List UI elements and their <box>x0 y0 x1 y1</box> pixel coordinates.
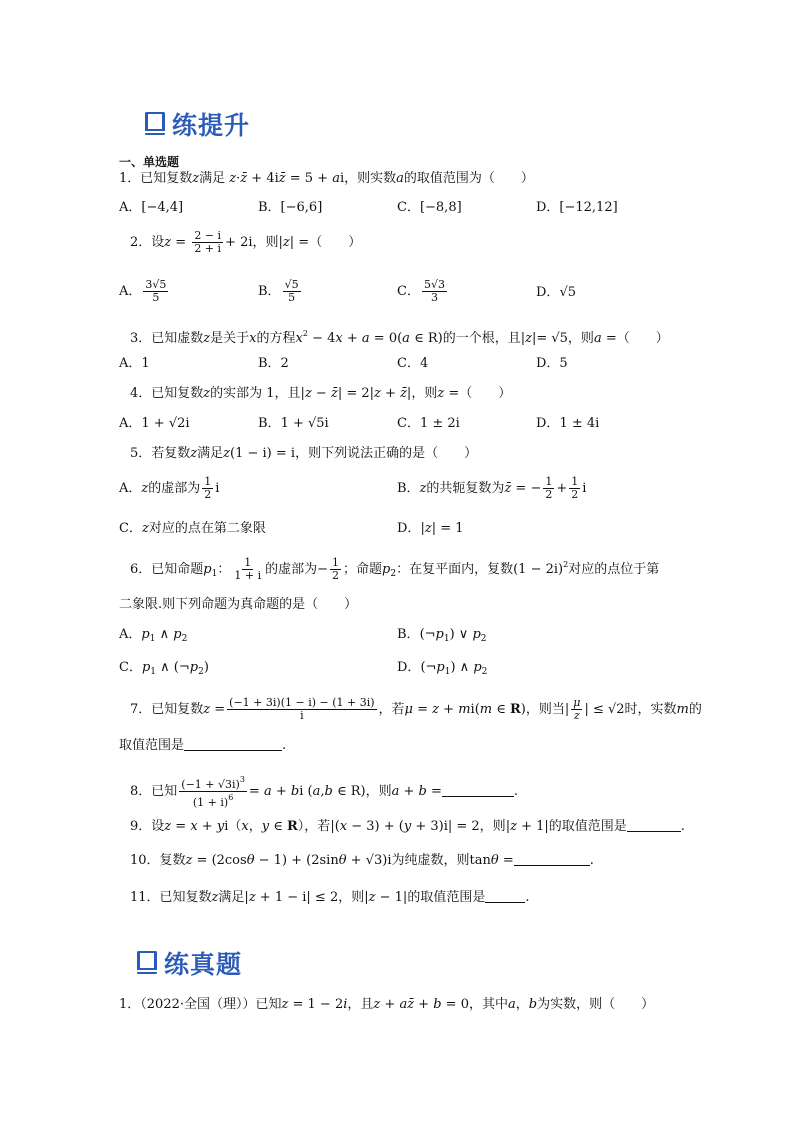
question-7-line2: 取值范围是 . <box>119 738 287 753</box>
question-8: 8．已知 $\frac{(-1 + √3i)^3}{(1 + i)^6}$ = a + bi (a,b ∈ R)，则a + b = . <box>130 775 519 809</box>
real-question-1: 1．（2022·全国（理））已知z = 1 − 2i，且z + az̄ + b = 0，其中a，b为实数，则（ ） <box>119 997 655 1012</box>
q1-option-a[interactable]: A．[−4,4] <box>119 200 184 215</box>
section-heading-practice-real <box>136 945 242 981</box>
heading-title: 练提升 <box>172 111 251 140</box>
q2-option-a[interactable]: A． $\frac{3√5}{5}$ <box>119 278 167 304</box>
q3-option-b[interactable]: B．2 <box>258 356 289 371</box>
question-5: 5．若复数z满足z(1 − i) = i，则下列说法正确的是（ ） <box>130 446 478 461</box>
q1-option-c[interactable]: C．[−8,8] <box>397 200 462 215</box>
q2-option-d[interactable]: D．√5 <box>536 285 576 300</box>
q6-option-d[interactable]: D．$(\neg p_1)$ ∧ $p_2$ <box>397 660 488 677</box>
question-2: 2．设z = $\frac{2 - i}{2 + i}$ + 2i，则|z| =（ ） <box>130 229 362 255</box>
book-icon <box>144 111 166 137</box>
q6-option-a[interactable]: A．$p_1$ ∧ $p_2$ <box>119 627 188 644</box>
q3-option-a[interactable]: A．1 <box>119 356 150 371</box>
question-7: 7．已知复数z = $\frac{(-1 + 3i)(1 - i) - (1 + 3i)}{i}$ ，若μ = z + mi(m ∈ R)，则当| $\frac{\mu}{z}$ | ≤ √2时，实数m的 <box>130 696 702 722</box>
question-10: 10．复数z = (2cosθ − 1) + (2sinθ + √3)i为纯虚数，则tanθ = . <box>130 853 594 868</box>
q3-option-c[interactable]: C．4 <box>397 356 429 371</box>
question-3: 3．已知虚数z是关于x的方程$x^2 - 4x + a = 0(a$ ∈ R)的一个根，且|z|= √5，则a =（ ） <box>130 329 669 346</box>
q8-answer-blank[interactable] <box>442 783 514 797</box>
q6-option-c[interactable]: C．$p_1$ ∧ $(\neg p_2)$ <box>119 660 209 677</box>
question-4: 4．已知复数z的实部为 1，且|z − z̄| = 2|z + z̄|，则z =（ ） <box>130 386 512 401</box>
q4-option-d[interactable]: D．1 ± 4i <box>536 416 600 431</box>
q5-option-c[interactable]: C．z对应的点在第二象限 <box>119 521 266 536</box>
section-heading-practice-improve <box>144 106 250 142</box>
q2-option-b[interactable]: B． $\frac{√5}{5}$ <box>258 278 299 304</box>
q6-option-b[interactable]: B．$(\neg p_1)$ ∨ $p_2$ <box>397 627 487 644</box>
question-6-line2: 二象限.则下列命题为真命题的是（ ） <box>119 597 358 612</box>
question-1: 1．已知复数z满足 z·z̄ + 4iz̄ = 5 + ai，则实数a的取值范围为（ ） <box>119 171 534 186</box>
question-11: 11．已知复数z满足|z + 1 − i| ≤ 2，则|z − 1|的取值范围是 . <box>130 890 530 905</box>
q5-option-b[interactable]: B．z的共轭复数为z̄ = − $\frac{1}{2}$ + $\frac{1}{2}$ i <box>397 475 587 501</box>
question-6: 6．已知命题$p_1$： $\frac{1}{1 + i}$ 的虚部为− $\frac{1}{2}$ ；命题$p_2$：在复平面内，复数$(1 - 2i)^2$对应的点位于第 <box>130 556 660 582</box>
book-icon <box>136 950 158 976</box>
q2-option-c[interactable]: C． $\frac{5√3}{3}$ <box>397 278 445 304</box>
q1-option-b[interactable]: B．[−6,6] <box>258 200 323 215</box>
q7-answer-blank[interactable] <box>184 737 282 751</box>
q5-option-d[interactable]: D．|z| = 1 <box>397 521 464 536</box>
section-label-single-choice: 一、单选题 <box>119 155 180 169</box>
heading-title: 练真题 <box>164 950 243 979</box>
q11-answer-blank[interactable] <box>485 889 525 903</box>
q9-answer-blank[interactable] <box>627 818 681 832</box>
q10-answer-blank[interactable] <box>514 852 590 866</box>
q4-option-c[interactable]: C．1 ± 2i <box>397 416 460 431</box>
q5-option-a[interactable]: A．z的虚部为 $\frac{1}{2}$ i <box>119 475 220 501</box>
q4-option-b[interactable]: B．1 + √5i <box>258 416 329 431</box>
q4-option-a[interactable]: A．1 + √2i <box>119 416 190 431</box>
q1-option-d[interactable]: D．[−12,12] <box>536 200 618 215</box>
q3-option-d[interactable]: D．5 <box>536 356 568 371</box>
question-9: 9．设z = x + yi（x，y ∈ R），若|(x − 3) + (y + 3)i| = 2，则|z + 1|的取值范围是 . <box>130 819 685 834</box>
